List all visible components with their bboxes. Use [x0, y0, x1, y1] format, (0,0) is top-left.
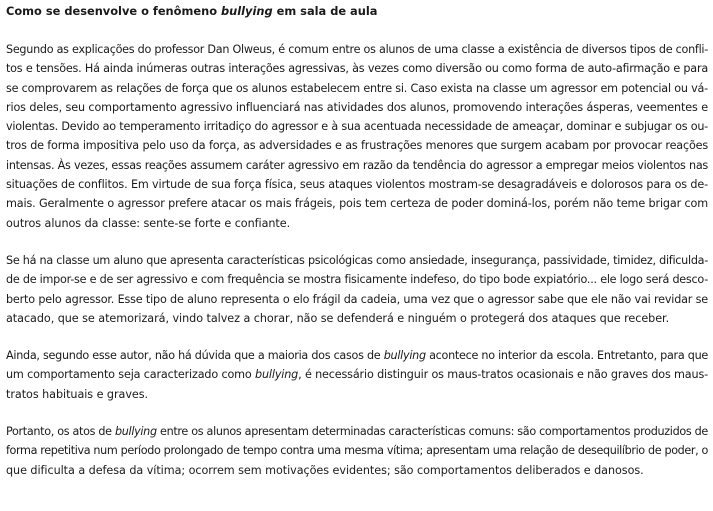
- text-run: mais. Geralmente o agressor prefere atacar os mais frágeis, pois tem certeza de poder dominá-los, porém não teme brigar com: [6, 197, 708, 211]
- text-run: que dificulta a defesa da vítima; ocorrem sem motivações evidentes; são comportamentos deliberados e danosos.: [6, 463, 644, 477]
- document-body: [6, 40, 708, 480]
- title-emphasis: bullying: [220, 4, 273, 18]
- paragraph: [6, 40, 708, 233]
- text-line: [6, 136, 708, 155]
- text-line: [6, 422, 708, 441]
- text-line: [6, 79, 708, 98]
- text-run: forma repetitiva num período prolongado de tempo contra uma mesma vítima; apresentam uma relação de desequilíbrio de poder, o: [6, 444, 708, 458]
- text-run: violentas. Devido ao temperamento irritadiço do agressor e à sua acentuada necessidade de ameaçar, dominar e subjugar os ou-: [6, 120, 708, 134]
- text-line: [6, 98, 708, 117]
- text-run: tos e tensões. Há ainda inúmeras outras interações agressivas, às vezes como diversão ou como forma de auto-afirmação e para: [6, 62, 708, 76]
- text-line: [6, 270, 708, 289]
- text-line: [6, 194, 708, 213]
- text-run: , é necessário distinguir os maus-tratos ocasionais e não graves dos maus-: [298, 368, 708, 382]
- text-run: entre os alunos apresentam determinadas características comuns: são comportamentos produzidos de: [156, 425, 708, 439]
- text-run: berto pelo agressor. Esse tipo de aluno representa o elo frágil da cadeia, uma vez que o agressor sabe que ele não vai revidar se: [6, 292, 708, 306]
- paragraph: [6, 346, 708, 404]
- text-run: Se há na classe um aluno que apresenta características psicológicas como ansiedade, insegurança, passividade, timidez, dificulda-: [6, 253, 708, 267]
- text-run: um comportamento seja caracterizado como: [6, 368, 256, 382]
- text-run: situações de conflitos. Em virtude de sua força física, seus ataques violentos mostram-se desagradáveis e dolorosos para os de-: [6, 178, 708, 192]
- paragraph: [6, 251, 708, 328]
- title-text-start: Como se desenvolve o fenômeno: [6, 4, 221, 18]
- text-run: rios deles, seu comportamento agressivo influenciará nas atividades dos alunos, promovendo interações ásperas, veementes e: [6, 100, 708, 114]
- text-line: [6, 251, 708, 270]
- text-run: se comprovarem as relações de força que os alunos estabelecem entre si. Caso exista na classe um agressor em potencial ou vá-: [6, 81, 708, 95]
- paragraph: [6, 422, 708, 480]
- text-line: [6, 365, 708, 384]
- document-title: [6, 4, 708, 18]
- emphasized-term: bullying: [383, 349, 426, 363]
- text-run: Portanto, os atos de: [6, 425, 116, 439]
- text-line: [6, 59, 708, 78]
- text-run: outros alunos da classe: sente-se forte e confiante.: [6, 216, 291, 230]
- text-run: Ainda, segundo esse autor, não há dúvida que a maioria dos casos de: [6, 349, 384, 363]
- text-line: [6, 346, 708, 365]
- text-line: [6, 156, 708, 175]
- emphasized-term: bullying: [255, 368, 299, 382]
- text-run: de de impor-se e de ser agressivo e com frequência se mostra fisicamente indefeso, do tipo bode expiatório... ele logo será desco-: [6, 273, 708, 287]
- text-line: [6, 385, 708, 404]
- text-line: [6, 309, 708, 328]
- emphasized-term: bullying: [115, 425, 157, 439]
- text-run: acontece no interior da escola. Entretanto, para que: [425, 349, 708, 363]
- text-run: intensas. Às vezes, essas reações assumem caráter agressivo em razão da tendência do agressor a empregar meios violentos nas: [6, 158, 708, 172]
- text-line: [6, 214, 708, 233]
- text-line: [6, 175, 708, 194]
- text-line: [6, 461, 708, 480]
- title-text-end: em sala de aula: [272, 4, 378, 18]
- text-run: tratos habituais e graves.: [6, 387, 149, 401]
- text-line: [6, 441, 708, 460]
- text-line: [6, 117, 708, 136]
- text-line: [6, 40, 708, 59]
- text-run: tros de forma impositiva pelo uso da força, as adversidades e as frustrações menores que surgem acabam por provocar reações: [6, 139, 708, 153]
- text-run: Segundo as explicações do professor Dan Olweus, é comum entre os alunos de uma classe a existência de diversos tipos de confli-: [6, 43, 708, 56]
- text-run: atacado, que se atemorizará, vindo talvez a chorar, não se defenderá e ninguém o protegerá dos ataques que receber.: [6, 311, 670, 325]
- text-line: [6, 290, 708, 309]
